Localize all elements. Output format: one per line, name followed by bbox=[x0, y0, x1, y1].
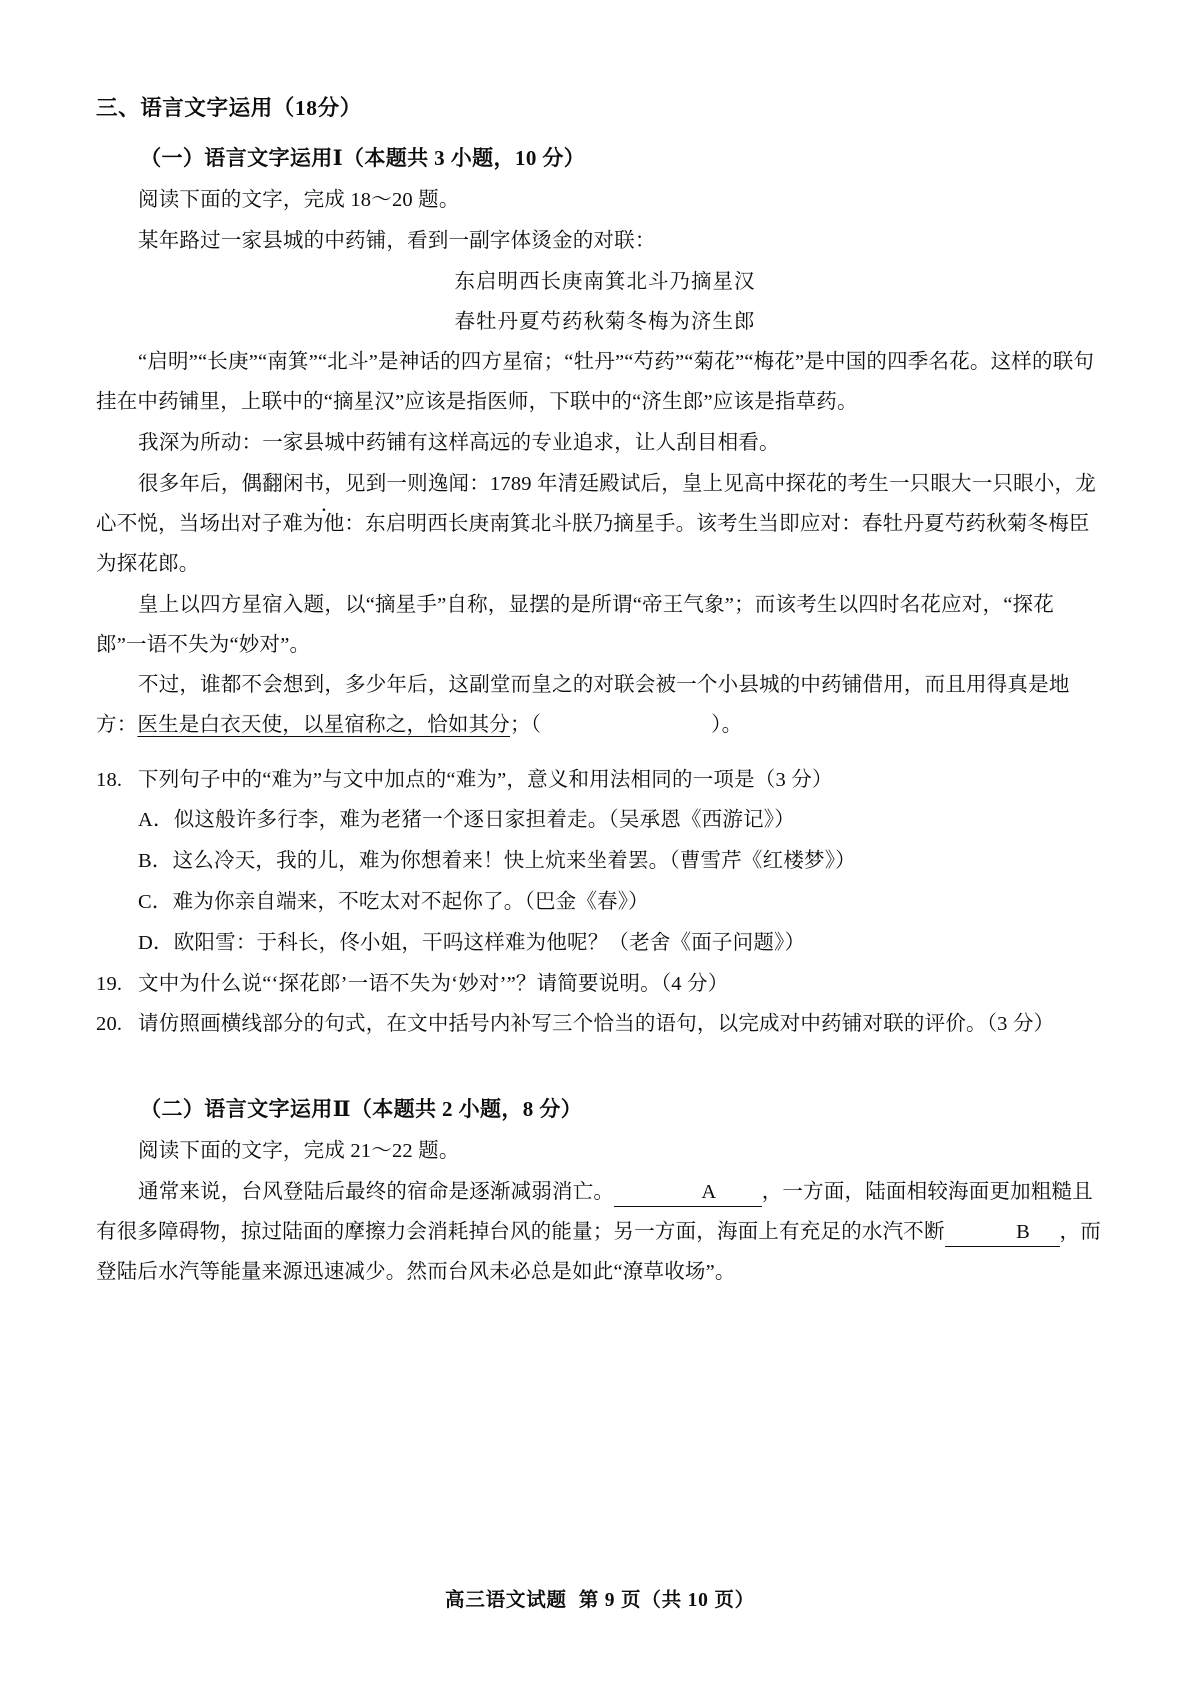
page-footer bbox=[0, 1584, 1200, 1612]
section-heading: 三、语言文字运用（18分） bbox=[96, 96, 362, 120]
paragraph-6-text-b: ；（ bbox=[510, 714, 542, 737]
part1-paragraph-1: 某年路过一家县城的中药铺，看到一副字体烫金的对联： bbox=[138, 229, 656, 252]
part2-instruction: 阅读下面的文字，完成 21～22 题。 bbox=[138, 1140, 460, 1163]
part1-paragraph-5: 皇上以四方星宿入题，以“摘星手”自称，显摆的是所谓“帝王气象”；而该考生以四时名花应对，“探花郎”一语不失为“妙对”。 bbox=[96, 593, 1054, 656]
couplet-line-2: 春牡丹夏芍药秋菊冬梅为济生郎 bbox=[454, 310, 756, 333]
part2-heading: （二）语言文字运用Ⅱ（本题共 2 小题，8 分） bbox=[140, 1097, 583, 1122]
paragraph-4-text-b: 他：东启明西长庚南箕北斗朕乃摘星手。该考生当即应对：春牡丹夏芍药秋菊冬梅臣为探花郎。 bbox=[96, 512, 1090, 575]
question-20-number: 20. bbox=[96, 1013, 123, 1036]
part2-text-c: ，而登陆后水汽等能量来源迅速减少。然而台风未必总是如此“潦草收场”。 bbox=[96, 1221, 1101, 1284]
page-content bbox=[96, 88, 1104, 1293]
part1-paragraph-4 bbox=[96, 465, 1104, 585]
question-19-stem: 文中为什么说“‘探花郎’一语不失为‘妙对’”？请简要说明。（4 分） bbox=[138, 973, 729, 996]
part1-paragraph-6 bbox=[96, 666, 1104, 746]
question-18-number: 18. bbox=[96, 769, 123, 792]
paragraph-6-text-a: 不过，谁都不会想到，多少年后，这副堂而皇之的对联会被一个小县城的中药铺借用，而且用得真是地方： bbox=[96, 674, 1070, 737]
fill-blank-a: A bbox=[614, 1180, 762, 1207]
emphasized-phrase: 难为 bbox=[282, 512, 324, 535]
fill-blank-b: B bbox=[945, 1220, 1060, 1247]
paragraph-6-text-c: ）。 bbox=[711, 714, 743, 737]
couplet-line-1: 东启明西长庚南箕北斗乃摘星汉 bbox=[454, 270, 756, 293]
underlined-model-sentence: 医生是白衣天使，以星宿称之，恰如其分 bbox=[137, 714, 511, 737]
part2-text-a: 通常来说，台风登陆后最终的宿命是逐渐减弱消亡。 bbox=[138, 1181, 615, 1204]
question-20 bbox=[96, 1005, 1104, 1045]
footer-page-number: 第 9 页（共 10 页） bbox=[578, 1590, 755, 1611]
question-18 bbox=[96, 761, 1104, 801]
question-18-option-b: B．这么冷天，我的儿，难为你想着来！快上炕来坐着罢。（曹雪芹《红楼梦》） bbox=[138, 850, 856, 873]
part2-text-b: ，一方面，陆面相较海面更加粗糙且有很多障碍物，掠过陆面的摩擦力会消耗掉台风的能量；另一方面，海面上有充足的水汽不断 bbox=[96, 1181, 1093, 1244]
part2-paragraph bbox=[96, 1173, 1104, 1293]
question-20-stem: 请仿照画横线部分的句式，在文中括号内补写三个恰当的语句，以完成对中药铺对联的评价。（3 分） bbox=[138, 1013, 1055, 1036]
part1-heading: （一）语言文字运用Ⅰ（本题共 3 小题，10 分） bbox=[140, 145, 586, 170]
footer-title: 高三语文试题 bbox=[445, 1590, 567, 1611]
question-18-option-c: C．难为你亲自端来，不吃太对不起你了。（巴金《春》） bbox=[138, 891, 649, 914]
paragraph-4-text-a: 很多年后，偶翻闲书，见到一则逸闻：1789 年清廷殿试后，皇上见高中探花的考生一只眼大一只眼小，龙心不悦，当场出对子 bbox=[96, 472, 1096, 535]
question-19 bbox=[96, 965, 1104, 1005]
question-19-number: 19. bbox=[96, 973, 123, 996]
question-18-stem: 下列句子中的“难为”与文中加点的“难为”，意义和用法相同的一项是（3 分） bbox=[138, 769, 833, 792]
question-18-option-a: A．似这般许多行李，难为老猪一个逐日家担着走。（吴承恩《西游记》） bbox=[138, 809, 795, 832]
question-18-option-d: D．欧阳雪：于科长，佟小姐，干吗这样难为他呢？（老舍《面子问题》） bbox=[138, 932, 806, 955]
part1-paragraph-3: 我深为所动：一家县城中药铺有这样高远的专业追求，让人刮目相看。 bbox=[138, 431, 780, 454]
part1-paragraph-2: “启明”“长庚”“南箕”“北斗”是神话的四方星宿；“牡丹”“芍药”“菊花”“梅花”是中国的四季名花。这样的联句挂在中药铺里，上联中的“摘星汉”应该是指医师，下联中的“济生郎”应该是指草药。 bbox=[96, 350, 1095, 413]
part1-instruction: 阅读下面的文字，完成 18～20 题。 bbox=[138, 188, 460, 211]
